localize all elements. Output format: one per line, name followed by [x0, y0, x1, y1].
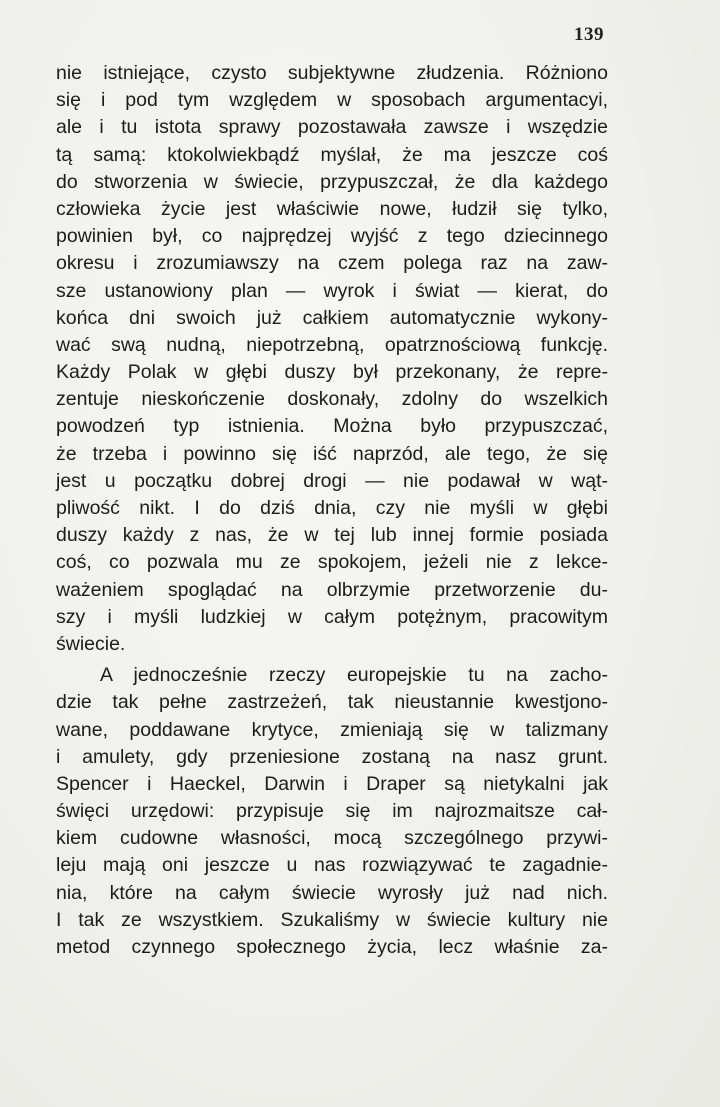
text-line: wać swą nudną, niepotrzebną, opatrznościową funkcję.: [56, 333, 608, 356]
text-line: ważeniem spoglądać na olbrzymie przetworzenie du-: [56, 578, 608, 601]
text-line: i amulety, gdy przeniesione zostaną na nasz grunt.: [56, 745, 608, 768]
text-line: sze ustanowiony plan — wyrok i świat — kierat, do: [56, 279, 608, 302]
paragraph-1: [56, 60, 608, 658]
text-line: nie istniejące, czysto subjektywne złudzenia. Różniono: [56, 62, 608, 84]
text-line: zentuje nieskończenie doskonały, zdolny do wszelkich: [56, 388, 608, 411]
text-line: że trzeba i powinno się iść naprzód, ale tego, że się: [56, 442, 608, 465]
text-line: powodzeń typ istnienia. Można było przypuszczać,: [56, 415, 608, 438]
text-line: dzie tak pełne zastrzeżeń, tak nieustannie kwestjono-: [56, 691, 608, 714]
text-line: ale i tu istota sprawy pozostawała zawsze i wszędzie: [56, 116, 608, 139]
text-line: A jednocześnie rzeczy europejskie tu na zacho-: [100, 664, 608, 687]
text-line: jest u początku dobrej drogi — nie podawał w wąt-: [56, 469, 608, 492]
text-line: końca dni swoich już całkiem automatycznie wykony-: [56, 306, 608, 329]
text-line: do stworzenia w świecie, przypuszczał, że dla każdego: [56, 170, 608, 193]
text-line: powinien był, co najprędzej wyjść z tego dziecinnego: [56, 225, 608, 248]
text-line: święci urzędowi: przypisuje się im najrozmaitsze cał-: [56, 800, 608, 823]
text-line: kiem cudowne własności, mocą szczególnego przywi-: [56, 827, 608, 850]
text-line: I tak ze wszystkiem. Szukaliśmy w świecie kultury nie: [56, 908, 608, 931]
body-text: [56, 60, 608, 961]
text-line: metod czynnego społecznego życia, lecz właśnie za-: [56, 936, 608, 958]
paragraph-2: [56, 662, 608, 961]
text-line: świecie.: [56, 632, 126, 655]
text-line: nia, które na całym świecie wyrosły już nad nich.: [56, 881, 608, 904]
text-line: Każdy Polak w głębi duszy był przekonany, że repre-: [56, 361, 608, 384]
text-line: wane, poddawane krytyce, zmieniają się w talizmany: [56, 718, 608, 741]
text-line: Spencer i Haeckel, Darwin i Draper są nietykalni jak: [56, 772, 608, 795]
text-line: duszy każdy z nas, że w tej lub innej formie posiada: [56, 524, 608, 547]
text-line: pliwość nikt. I do dziś dnia, czy nie myśli w głębi: [56, 497, 608, 519]
text-line: okresu i zrozumiawszy na czem polega raz na zaw-: [56, 252, 608, 275]
text-line: coś, co pozwala mu ze spokojem, jeżeli nie z lekce-: [56, 551, 608, 574]
text-line: szy i myśli ludzkiej w całym potężnym, pracowitym: [56, 605, 608, 628]
page-number: 139: [574, 24, 604, 45]
text-line: człowieka życie jest właściwie nowe, łudził się tylko,: [56, 197, 608, 220]
text-line: się i pod tym względem w sposobach argumentacyi,: [56, 89, 608, 112]
text-line: tą samą: ktokolwiekbądź myślał, że ma jeszcze coś: [56, 143, 608, 166]
text-line: leju mają oni jeszcze u nas rozwiązywać te zagadnie-: [56, 854, 608, 877]
